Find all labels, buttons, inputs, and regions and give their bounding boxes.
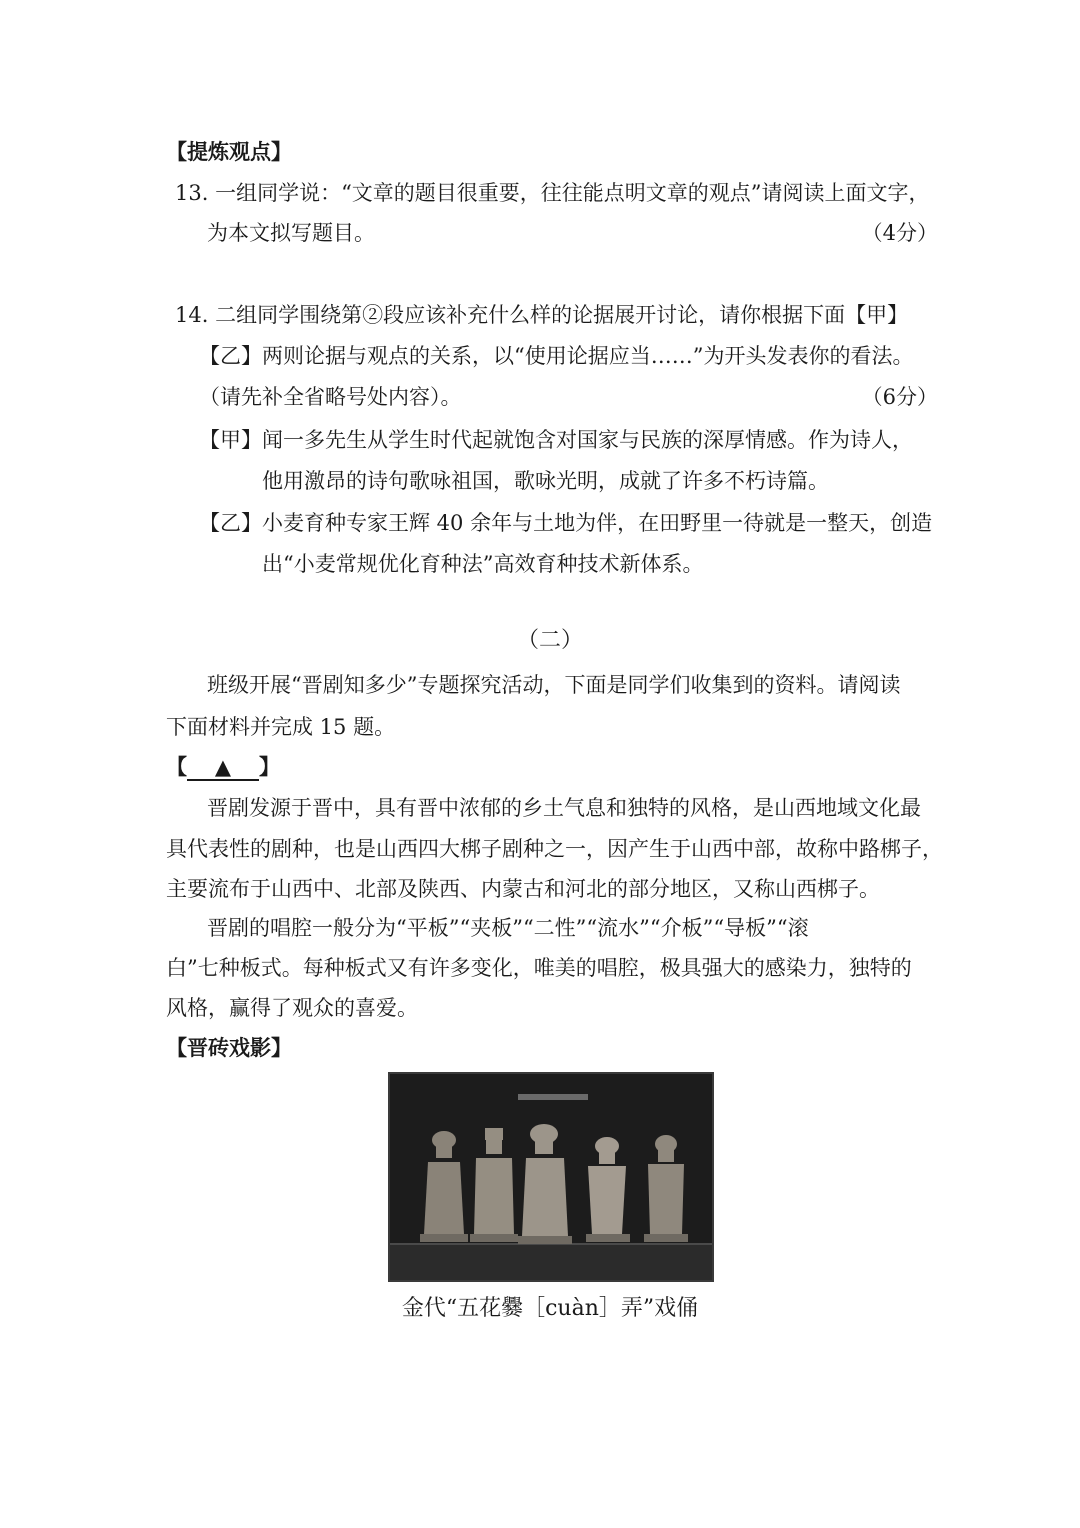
section-heading-brick: 【晋砖戏影】 <box>166 1035 292 1060</box>
blank-bracket-open: 【 <box>166 754 187 779</box>
intro-line2: 下面材料并完成 15 题。 <box>166 715 396 739</box>
question-14-line2: 【乙】两则论据与观点的关系，以“使用论据应当……”为开头发表你的看法。 <box>199 344 914 368</box>
evidence-jia-line1: 【甲】闻一多先生从学生时代起就饱含对国家与民族的深厚情感。作为诗人， <box>199 428 913 452</box>
paragraph-2-line2: 白”七种板式。每种板式又有许多变化，唯美的唱腔，极具强大的感染力，独特的 <box>166 956 912 980</box>
section-heading-refine: 【提炼观点】 <box>166 139 292 164</box>
question-14-score: （6分） <box>861 385 938 409</box>
blank-bracket-close: 】 <box>259 754 280 779</box>
question-14-line3: （请先补全省略号处内容）。 <box>199 385 462 409</box>
blank-triangle-mark: ▲ <box>187 755 259 781</box>
evidence-yi-line2: 出“小麦常规优化育种法”高效育种技术新体系。 <box>262 552 704 576</box>
paragraph-2-line1: 晋剧的唱腔一般分为“平板”“夹板”“二性”“流水”“介板”“导板”“滚 <box>207 916 809 940</box>
paragraph-1-line3: 主要流布于山西中、北部及陕西、内蒙古和河北的部分地区，又称山西梆子。 <box>166 877 880 901</box>
evidence-jia-line2: 他用激昂的诗句歌咏祖国，歌咏光明，成就了许多不朽诗篇。 <box>262 469 829 493</box>
photo-caption: 金代“五花爨［cuàn］弄”戏俑 <box>401 1296 699 1321</box>
intro-line1: 班级开展“晋剧知多少”专题探究活动，下面是同学们收集到的资料。请阅读 <box>207 673 901 697</box>
question-13-line1: 13. 一组同学说：“文章的题目很重要，往往能点明文章的观点”请阅读上面文字， <box>175 181 930 205</box>
question-14-line1: 14. 二组同学围绕第②段应该补充什么样的论据展开讨论，请你根据下面【甲】 <box>175 303 909 327</box>
paragraph-1-line1: 晋剧发源于晋中，具有晋中浓郁的乡土气息和独特的风格，是山西地域文化最 <box>207 796 921 820</box>
question-13-score: （4分） <box>861 221 938 245</box>
question-13-line2: 为本文拟写题目。 <box>207 221 375 245</box>
paragraph-2-line3: 风格，赢得了观众的喜爱。 <box>166 996 418 1020</box>
paragraph-1-line2: 具代表性的剧种，也是山西四大梆子剧种之一，因产生于山西中部，故称中路梆子， <box>166 837 943 861</box>
opera-figurines-photo <box>388 1072 714 1282</box>
part-two-title: （二） <box>516 628 583 653</box>
evidence-yi-line1: 【乙】小麦育种专家王辉 40 余年与土地为伴，在田野里一待就是一整天，创造 <box>199 511 933 535</box>
blank-heading <box>166 752 280 782</box>
